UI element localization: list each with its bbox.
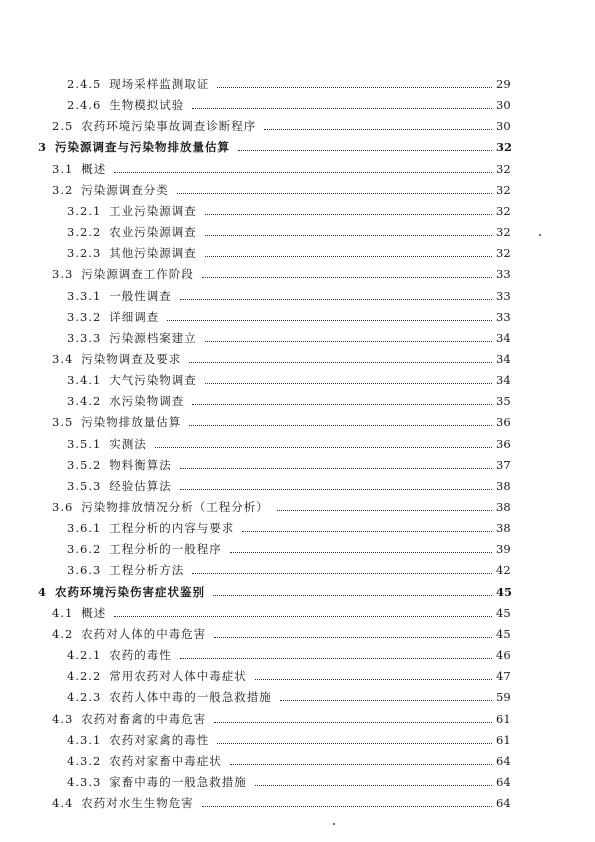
toc-entry-page: 39 <box>496 542 511 556</box>
toc-entry-number: 4.3 <box>52 712 74 726</box>
toc-entry <box>0 751 595 771</box>
dot-leader <box>213 595 492 596</box>
dot-leader <box>192 404 492 405</box>
dot-leader <box>205 383 492 384</box>
dot-leader <box>205 214 492 215</box>
toc-entry-page: 30 <box>496 119 511 133</box>
toc-entry <box>0 159 595 179</box>
toc-entry <box>0 539 595 559</box>
toc-entry-title: 详细调查 <box>109 310 160 324</box>
toc-entry-title: 其他污染源调查 <box>109 246 197 260</box>
toc-entry <box>0 666 595 686</box>
toc-entry-page: 29 <box>496 77 511 91</box>
toc-entry-number: 3.2.2 <box>67 225 102 239</box>
dot-leader <box>277 510 492 511</box>
dot-leader <box>214 637 492 638</box>
toc-entry-number: 4.3.1 <box>67 733 102 747</box>
toc-entry-number: 3.4 <box>52 352 74 366</box>
toc-entry-page: 33 <box>496 289 511 303</box>
toc-entry-title: 农药对水生生物危害 <box>81 796 194 810</box>
dot-leader <box>114 616 492 617</box>
toc-entry-page: 38 <box>496 521 511 535</box>
toc-entry <box>0 518 595 538</box>
dot-leader <box>180 468 492 469</box>
toc-entry-title: 污染源调查与污染物排放量估算 <box>55 140 231 154</box>
toc-entry-number: 3.2.3 <box>67 246 102 260</box>
toc-entry-page: 36 <box>496 415 511 429</box>
toc-entry-number: 2.4.5 <box>67 77 102 91</box>
toc-entry <box>0 772 595 792</box>
toc-entry-number: 4.2.1 <box>67 648 102 662</box>
toc-entry-title: 家畜中毒的一般急救措施 <box>109 775 247 789</box>
toc-entry-title: 水污染物调查 <box>109 394 185 408</box>
toc-entry-number: 3.2.1 <box>67 204 102 218</box>
toc-entry-number: 3.2 <box>52 183 74 197</box>
dot-leader <box>238 150 492 151</box>
dot-leader <box>189 425 492 426</box>
toc-entry-number: 4.2.2 <box>67 669 102 683</box>
toc-entry <box>0 455 595 475</box>
dot-leader <box>202 806 492 807</box>
dot-leader <box>114 172 492 173</box>
toc-entry-title: 工业污染源调查 <box>109 204 197 218</box>
toc-entry-page: 32 <box>496 140 513 154</box>
dot-leader <box>230 764 492 765</box>
toc-entry <box>0 264 595 284</box>
toc-entry-page: 34 <box>496 352 511 366</box>
toc-entry-page: 64 <box>496 796 511 810</box>
dot-leader <box>217 743 492 744</box>
dot-leader <box>155 447 492 448</box>
toc-entry <box>0 709 595 729</box>
toc-entry <box>0 391 595 411</box>
toc-entry <box>0 497 595 517</box>
scan-speck <box>333 823 335 825</box>
toc-entry-page: 38 <box>496 500 511 514</box>
toc-entry-title: 农业污染源调查 <box>109 225 197 239</box>
toc-entry-page: 61 <box>496 712 511 726</box>
toc-entry-title: 概述 <box>81 606 107 620</box>
toc-entry <box>0 328 595 348</box>
toc-entry-page: 32 <box>496 183 511 197</box>
toc-entry-page: 36 <box>496 437 511 451</box>
dot-leader <box>205 341 492 342</box>
dot-leader <box>214 722 492 723</box>
toc-entry-title: 农药环境污染事故调查诊断程序 <box>81 119 257 133</box>
toc-entry-number: 3.1 <box>52 162 74 176</box>
toc-entry-title: 物料衡算法 <box>109 458 172 472</box>
toc-entry <box>0 286 595 306</box>
toc-entry <box>0 412 595 432</box>
toc-entry <box>0 349 595 369</box>
toc-entry-title: 污染源调查分类 <box>81 183 169 197</box>
toc-entry-page: 33 <box>496 267 511 281</box>
toc-entry-page: 45 <box>496 606 511 620</box>
toc-entry-number: 3.3.2 <box>67 310 102 324</box>
toc-entry-title: 污染物排放情况分析（工程分析） <box>81 500 269 514</box>
toc-entry-page: 32 <box>496 246 511 260</box>
toc-entry <box>0 624 595 644</box>
toc-entry-page: 30 <box>496 98 511 112</box>
dot-leader <box>255 679 492 680</box>
dot-leader <box>205 235 492 236</box>
toc-entry-title: 农药对家禽的毒性 <box>109 733 210 747</box>
toc-entry-title: 工程分析的一般程序 <box>109 542 222 556</box>
dot-leader <box>230 552 492 553</box>
toc-entry-title: 一般性调查 <box>109 289 172 303</box>
toc-entry-number: 4.2.3 <box>67 690 102 704</box>
toc-entry-number: 3.5.3 <box>67 479 102 493</box>
toc-entry <box>0 137 595 157</box>
toc-entry-title: 现场采样监测取证 <box>109 77 210 91</box>
toc-entry-number: 4.2 <box>52 627 74 641</box>
toc-entry-number: 3.5.2 <box>67 458 102 472</box>
toc-entry <box>0 603 595 623</box>
toc-entry-number: 2.4.6 <box>67 98 102 112</box>
toc-entry-number: 3.3.3 <box>67 331 102 345</box>
toc-entry-page: 45 <box>496 627 511 641</box>
toc-entry-page: 37 <box>496 458 511 472</box>
toc-entry <box>0 74 595 94</box>
dot-leader <box>202 277 492 278</box>
dot-leader <box>189 362 492 363</box>
dot-leader <box>177 193 492 194</box>
toc-entry <box>0 687 595 707</box>
toc-entry-title: 生物模拟试验 <box>109 98 185 112</box>
toc-entry-number: 3.6.3 <box>67 563 102 577</box>
toc-entry-number: 4.1 <box>52 606 74 620</box>
toc-entry-title: 工程分析的内容与要求 <box>109 521 235 535</box>
toc-entry-title: 概述 <box>81 162 107 176</box>
toc-entry-title: 农药对畜禽的中毒危害 <box>81 712 207 726</box>
toc-entry-title: 实测法 <box>109 437 147 451</box>
toc-entry <box>0 180 595 200</box>
toc-entry-page: 34 <box>496 331 511 345</box>
toc-entry <box>0 476 595 496</box>
scan-speck <box>539 234 541 236</box>
toc-entry <box>0 645 595 665</box>
toc-entry-number: 4 <box>38 585 48 599</box>
toc-entry <box>0 434 595 454</box>
toc-entry-number: 3.4.1 <box>67 373 102 387</box>
toc-entry-number: 3.4.2 <box>67 394 102 408</box>
toc-entry-page: 35 <box>496 394 511 408</box>
toc-entry-title: 污染源调查工作阶段 <box>81 267 194 281</box>
dot-leader <box>192 573 492 574</box>
dot-leader <box>180 299 492 300</box>
toc-entry-title: 污染源档案建立 <box>109 331 197 345</box>
toc-entry <box>0 95 595 115</box>
toc-entry <box>0 222 595 242</box>
toc-entry-page: 42 <box>496 563 511 577</box>
toc-entry <box>0 201 595 221</box>
toc-entry-page: 46 <box>496 648 511 662</box>
toc-entry-title: 农药环境污染伤害症状鉴别 <box>55 585 206 599</box>
toc-entry-page: 64 <box>496 754 511 768</box>
toc-entry-page: 59 <box>496 690 511 704</box>
dot-leader <box>264 129 492 130</box>
dot-leader <box>192 108 492 109</box>
toc-entry-page: 34 <box>496 373 511 387</box>
toc-entry <box>0 370 595 390</box>
toc-entry-number: 3.3.1 <box>67 289 102 303</box>
dot-leader <box>242 531 492 532</box>
toc-entry-title: 农药对家畜中毒症状 <box>109 754 222 768</box>
toc-entry-page: 38 <box>496 479 511 493</box>
toc-entry-page: 32 <box>496 225 511 239</box>
toc-entry-number: 3.6.2 <box>67 542 102 556</box>
toc-entry-number: 3.6.1 <box>67 521 102 535</box>
toc-entry-number: 4.4 <box>52 796 74 810</box>
dot-leader <box>255 785 492 786</box>
dot-leader <box>180 658 492 659</box>
dot-leader <box>280 700 492 701</box>
toc-entry-title: 污染物排放量估算 <box>81 415 182 429</box>
toc-entry-number: 3.5 <box>52 415 74 429</box>
toc-entry-title: 农药的毒性 <box>109 648 172 662</box>
toc-entry-page: 32 <box>496 204 511 218</box>
toc-entry-page: 33 <box>496 310 511 324</box>
toc-entry-title: 农药对人体的中毒危害 <box>81 627 207 641</box>
toc-entry-title: 污染物调查及要求 <box>81 352 182 366</box>
toc-entry <box>0 116 595 136</box>
toc-entry-number: 3.3 <box>52 267 74 281</box>
toc-entry-title: 常用农药对人体中毒症状 <box>109 669 247 683</box>
dot-leader <box>205 256 492 257</box>
toc-entry-title: 农药人体中毒的一般急救措施 <box>109 690 272 704</box>
dot-leader <box>217 87 492 88</box>
toc-entry-title: 大气污染物调查 <box>109 373 197 387</box>
toc-entry-number: 3.5.1 <box>67 437 102 451</box>
toc-entry <box>0 560 595 580</box>
toc-entry <box>0 793 595 813</box>
toc-entry-number: 4.3.2 <box>67 754 102 768</box>
toc-entry <box>0 243 595 263</box>
toc-entry-page: 45 <box>496 585 513 599</box>
toc-entry-page: 64 <box>496 775 511 789</box>
toc-entry-number: 4.3.3 <box>67 775 102 789</box>
toc-entry-number: 3.6 <box>52 500 74 514</box>
toc-entry <box>0 730 595 750</box>
toc-entry-page: 32 <box>496 162 511 176</box>
toc-entry-number: 3 <box>38 140 48 154</box>
toc-entry-page: 61 <box>496 733 511 747</box>
toc-entry-page: 47 <box>496 669 511 683</box>
toc-entry-number: 2.5 <box>52 119 74 133</box>
toc-entry <box>0 307 595 327</box>
dot-leader <box>180 489 492 490</box>
toc-entry-title: 工程分析方法 <box>109 563 185 577</box>
toc-entry <box>0 582 595 602</box>
toc-entry-title: 经验估算法 <box>109 479 172 493</box>
dot-leader <box>167 320 492 321</box>
